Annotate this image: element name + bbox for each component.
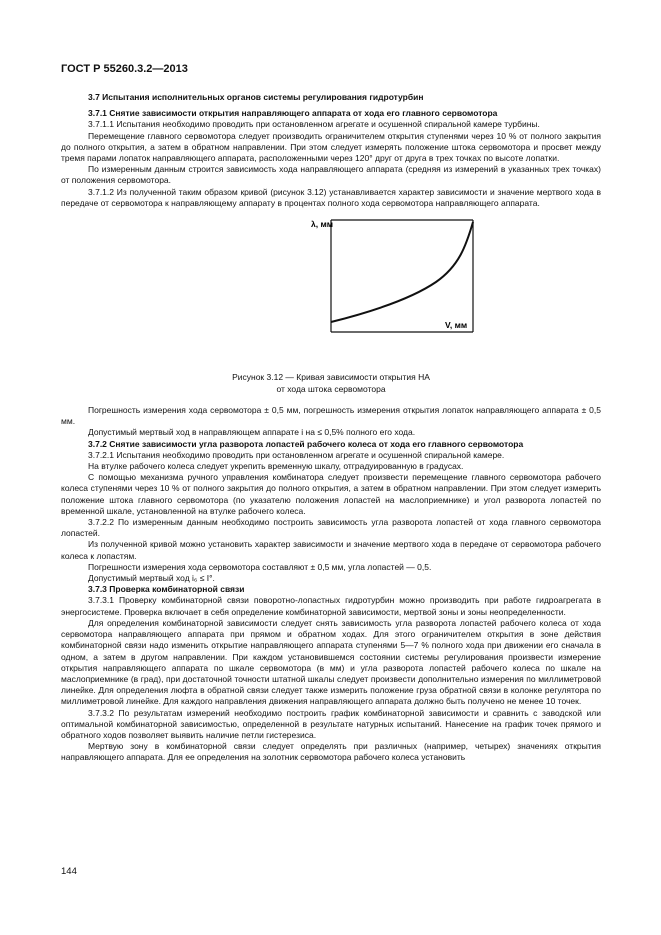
opening-curve	[331, 222, 473, 322]
section-heading-3-7: 3.7 Испытания исполнительных органов системы регулирования гидротурбин	[88, 92, 424, 102]
page-number: 144	[61, 866, 77, 877]
paragraph: 3.7.1.1 Испытания необходимо проводить при остановленном агрегате и осушенной спиральной камере турбины.	[88, 119, 540, 130]
paragraph: Погрешности измерения хода сервомотора составляют ± 0,5 мм, угла лопастей — 0,5.	[88, 561, 432, 572]
section-heading-3-7-3: 3.7.3 Проверка комбинаторной связи	[88, 584, 245, 595]
curve-chart	[261, 214, 491, 372]
caption-line: Рисунок 3.12 — Кривая зависимости открытия НА	[232, 372, 430, 383]
paragraph: 3.7.2.2 По измеренным данным необходимо построить зависимость угла разворота лопастей от хода главного сервомотора лопастей.	[61, 517, 601, 539]
paragraph: С помощью механизма ручного управления комбинатора следует произвести перемещение главного сервомотора рабочего колеса ступенями через 10 % от полного закрытия до полного открытия, а затем в обратном направлении. При этом следует измерить положение штока главного сервомотора (по указателю положения лопастей на маслоприемнике) и угол разворота лопастей по временной шкале, установленной на втулке рабочего колеса.	[61, 472, 601, 516]
paragraph: 3.7.2.1 Испытания необходимо проводить при остановленном агрегате и осушенной спиральной камере.	[88, 449, 505, 460]
section-heading-3-7-2: 3.7.2 Снятие зависимости угла разворота лопастей рабочего колеса от хода его главного сервомотора	[88, 438, 524, 449]
figure-caption	[61, 372, 601, 395]
x-axis-label: V, мм	[445, 320, 468, 331]
paragraph: Из полученной кривой можно установить характер зависимости и значение мертвого хода в передаче от сервомотора рабочего колеса к лопастям.	[61, 539, 601, 561]
page-body	[61, 92, 601, 764]
figure-3-12	[61, 214, 601, 372]
paragraph: По измеренным данным строится зависимость хода направляющего аппарата (средняя из измерений в указанных трех точках) от положения сервомотора.	[61, 164, 601, 186]
paragraph: Перемещение главного сервомотора следует производить ограничителем открытия ступенями через 10 % от полного закрытия до полного открытия, а затем в обратном направлении. При этом следует измерять положение штока сервомотора и просвет между тремя парами лопаток направляющего аппарата, расположенными через 120° друг от друга в трех точках по высоте лопатки.	[61, 130, 601, 164]
section-heading-3-7-1: 3.7.1 Снятие зависимости открытия направляющего аппарата от хода его главного сервомотора	[88, 108, 498, 119]
paragraph: На втулке рабочего колеса следует укрепить временную шкалу, отградуированную в градусах.	[88, 461, 464, 472]
paragraph: 3.7.3.1 Проверку комбинаторной связи поворотно-лопастных гидротурбин можно производить при работе гидроагрегата в энергосистеме. Проверка включает в себя определение комбинаторной зависимости, мертвой зоны и зоны неопределенности.	[61, 595, 601, 617]
paragraph: 3.7.3.2 По результатам измерений необходимо построить график комбинаторной зависимости и сравнить с заводской или оптимальной комбинаторной зависимостью, определенной в результате натурных испытаний. Нанесение на график точек прямого и обратного ходов позволяет выявить наличие петли гистерезиса.	[61, 707, 601, 740]
document-header: ГОСТ Р 55260.3.2—2013	[61, 63, 188, 75]
paragraph: Допустимый мертвый ход i₆ ≤ I°.	[88, 573, 215, 584]
caption-line: от хода штока сервомотора	[276, 383, 386, 394]
paragraph: Для определения комбинаторной зависимости следует снять зависимость угла разворота лопастей рабочего колеса от хода сервомотора направляющего аппарата при прямом и обратном ходах. Для этого ограничителем открытия в зоне действия комбинаторной связи надо изменить открытие направляющего аппарата ступенями 5—7 % полного хода при движении его сначала в одном, а затем в другом направлении. При каждом установившемся состоянии системы регулирования произвести измерение открытия направляющего аппарата по шкале сервомотора (в мм) и угла разворота лопастей рабочего колеса по шкале на маслоприемнике (в град), при достаточной точности штатной шкалы следует произвести дополнительно измерения по миллиметровой линейке. Для определения люфта в обратной связи следует также измерить положение груза обратной связи в колонке регулятора по миллиметровой линейке. Для каждого направления движения направляющего аппарата должно быть получено не менее 10 точек.	[61, 617, 601, 707]
paragraph: Погрешность измерения хода сервомотора ± 0,5 мм, погрешность измерения открытия лопаток направляющего аппарата ± 0,5 мм.	[61, 405, 601, 427]
paragraph: Допустимый мертвый ход в направляющем аппарате i на ≤ 0,5% полного его хода.	[88, 427, 416, 438]
paragraph: Мертвую зону в комбинаторной связи следует определять при различных (например, четырех) значениях открытия направляющего аппарата. Для ее определения на золотник сервомотора рабочего колеса установить	[61, 741, 601, 763]
y-axis-label: λ, мм	[311, 219, 334, 230]
paragraph: 3.7.1.2 Из полученной таким образом кривой (рисунок 3.12) устанавливается характер зависимости и значение мертвого хода в передаче от сервомотора к направляющему аппарату в процентах полного хода сервомотора направляющего аппарата.	[61, 186, 601, 208]
